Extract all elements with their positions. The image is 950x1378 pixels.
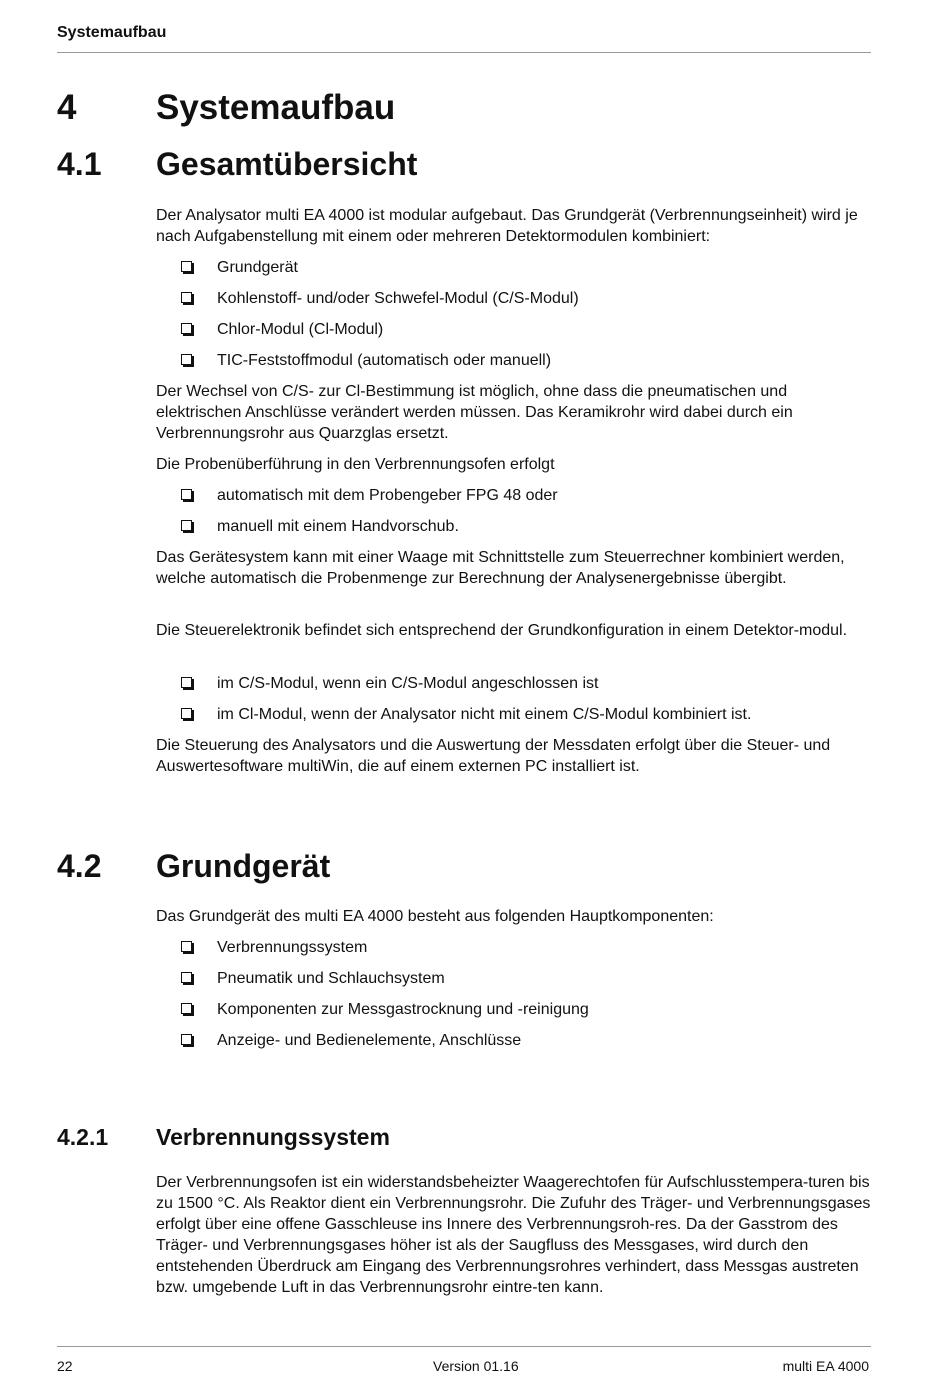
paragraph: Das Grundgerät des multi EA 4000 besteht aus folgenden Hauptkomponenten: bbox=[156, 908, 714, 925]
checkbox-bullet-icon bbox=[181, 261, 192, 272]
checkbox-bullet-icon bbox=[181, 292, 192, 303]
checkbox-bullet-icon bbox=[181, 489, 192, 500]
list-item: Kohlenstoff- und/oder Schwefel-Modul (C/S-Modul) bbox=[156, 288, 871, 309]
list-item: Verbrennungssystem bbox=[156, 937, 871, 958]
list-item: im Cl-Modul, wenn der Analysator nicht mit einem C/S-Modul kombiniert ist. bbox=[156, 704, 871, 725]
chapter-title: Systemaufbau bbox=[156, 88, 396, 127]
paragraph: Das Gerätesystem kann mit einer Waage mit Schnittstelle zum Steuerrechner kombiniert werden, welche automatisch die Probenmenge zur Berechnung der Analysenergebnisse übergibt. bbox=[156, 549, 845, 587]
product-name: multi EA 4000 bbox=[782, 1358, 869, 1374]
checkbox-bullet-icon bbox=[181, 972, 192, 983]
paragraph: Der Wechsel von C/S- zur Cl-Bestimmung ist möglich, ohne dass die pneumatischen und elektrischen Anschlüsse verändert werden müssen. Das Keramikrohr wird dabei durch ein Verbrennungsrohr aus Quarzglas ersetzt. bbox=[156, 383, 793, 442]
section-heading-4-2 bbox=[57, 848, 457, 886]
footer-rule bbox=[57, 1346, 871, 1347]
header-rule bbox=[57, 52, 871, 53]
list-item: Grundgerät bbox=[156, 257, 871, 278]
paragraph: Der Verbrennungsofen ist ein widerstandsbeheizter Waagerechtofen für Aufschlusstempera-turen bis zu 1500 °C. Als Reaktor dient ein Verbrennungsrohr. Die Zufuhr des Träger- und Verbrennungsgases erfolgt über eine offene Gasschleuse ins Innere des Verbrennungsroh-res. Da der Gasstrom des Träger- und Verbrennungsgases höher ist als der Saugfluss des Messgases, wird durch den entstehenden Überdruck am Eingang des Verbrennungsrohres verhindert, dass Messgas austreten bzw. umgebende Luft in das Verbrennungsrohr eintre-ten kann. bbox=[156, 1174, 871, 1296]
list-item: Chlor-Modul (Cl-Modul) bbox=[156, 319, 871, 340]
chapter-heading bbox=[57, 88, 457, 128]
section-title: Grundgerät bbox=[156, 848, 331, 884]
section-title: Gesamtübersicht bbox=[156, 146, 418, 182]
running-header: Systemaufbau bbox=[57, 24, 167, 41]
paragraph: Die Steuerung des Analysators und die Auswertung der Messdaten erfolgt über die Steuer- und Auswertesoftware multiWin, die auf einem externen PC installiert ist. bbox=[156, 737, 831, 775]
list-item: Anzeige- und Bedienelemente, Anschlüsse bbox=[156, 1030, 871, 1051]
list-item: im C/S-Modul, wenn ein C/S-Modul angeschlossen ist bbox=[156, 673, 871, 694]
checkbox-bullet-icon bbox=[181, 1034, 192, 1045]
section-number: 4.1 bbox=[57, 146, 102, 182]
section-number: 4.2 bbox=[57, 848, 102, 884]
checkbox-bullet-icon bbox=[181, 677, 192, 688]
section-heading-4-1 bbox=[57, 146, 457, 184]
checkbox-bullet-icon bbox=[181, 520, 192, 531]
page-number: 22 bbox=[57, 1358, 73, 1374]
document-version: Version 01.16 bbox=[433, 1358, 519, 1374]
checkbox-bullet-icon bbox=[181, 354, 192, 365]
list-item: Pneumatik und Schlauchsystem bbox=[156, 968, 871, 989]
checkbox-bullet-icon bbox=[181, 1003, 192, 1014]
subsection-heading-4-2-1 bbox=[57, 1124, 457, 1152]
list-item: automatisch mit dem Probengeber FPG 48 oder bbox=[156, 485, 871, 506]
list-item: manuell mit einem Handvorschub. bbox=[156, 516, 871, 537]
paragraph: Der Analysator multi EA 4000 ist modular aufgebaut. Das Grundgerät (Verbrennungseinheit) wird je nach Aufgabenstellung mit einem oder mehreren Detektormodulen kombiniert: bbox=[156, 207, 858, 245]
checkbox-bullet-icon bbox=[181, 323, 192, 334]
list-item: TIC-Feststoffmodul (automatisch oder manuell) bbox=[156, 350, 871, 371]
checkbox-bullet-icon bbox=[181, 708, 192, 719]
checkbox-bullet-icon bbox=[181, 941, 192, 952]
subsection-title: Verbrennungssystem bbox=[156, 1124, 390, 1150]
paragraph: Die Steuerelektronik befindet sich entsprechend der Grundkonfiguration in einem Detektor-modul. bbox=[156, 622, 848, 639]
list-item: Komponenten zur Messgastrocknung und -reinigung bbox=[156, 999, 871, 1020]
chapter-number: 4 bbox=[57, 88, 77, 127]
paragraph: Die Probenüberführung in den Verbrennungsofen erfolgt bbox=[156, 456, 555, 473]
subsection-number: 4.2.1 bbox=[57, 1124, 109, 1150]
